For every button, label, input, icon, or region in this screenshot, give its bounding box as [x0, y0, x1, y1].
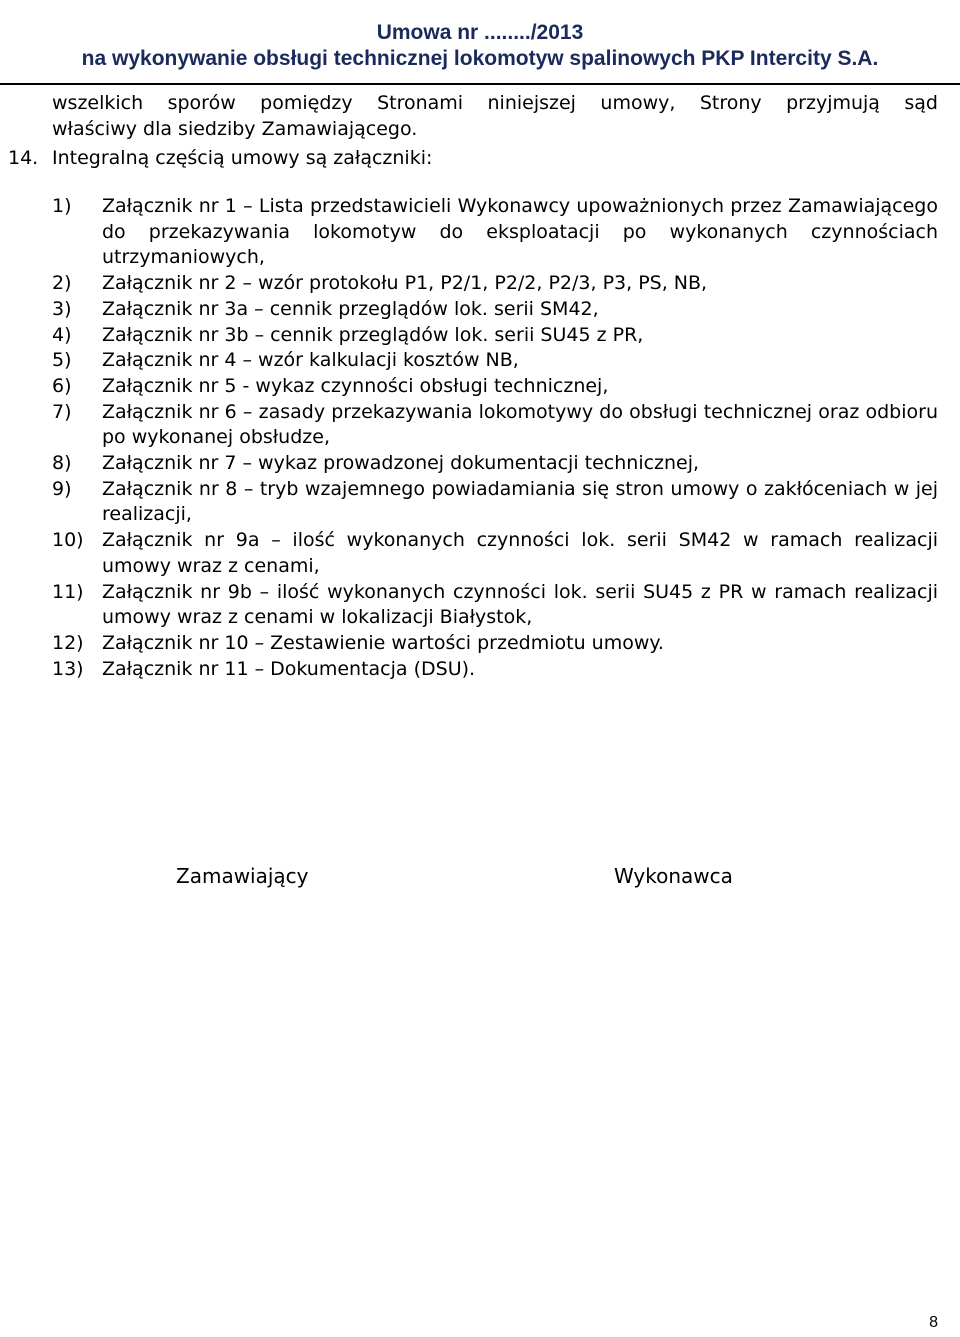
list-item: 11) Załącznik nr 9b – ilość wykonanych czynności lok. serii SU45 z PR w ramach realizacji umowy wraz z cenami w lokalizacji Białystok,	[52, 580, 938, 629]
list-item: 7) Załącznik nr 6 – zasady przekazywania lokomotywy do obsługi technicznej oraz odbioru po wykonanej obsłudze,	[52, 400, 938, 449]
intro-line-1	[52, 91, 938, 117]
signature-contractor: Wykonawca	[614, 864, 733, 888]
list-item: 3) Załącznik nr 3a – cennik przeglądów lok. serii SM42,	[52, 297, 599, 320]
list-item: 13) Załącznik nr 11 – Dokumentacja (DSU).	[52, 657, 476, 680]
intro-text-2: właściwy dla siedziby Zamawiającego.	[52, 118, 418, 140]
clause-14	[8, 146, 432, 172]
list-item: 1) Załącznik nr 1 – Lista przedstawicieli Wykonawcy upoważnionych przez Zamawiającego do przekazywania lokomotyw do eksploatacji po wykonanych czynnościach utrzymaniowych,	[52, 195, 938, 269]
list-item: 6) Załącznik nr 5 - wykaz czynności obsługi technicznej,	[52, 374, 609, 397]
page-header	[0, 0, 960, 82]
signature-ordering-party: Zamawiający	[176, 864, 309, 888]
attachments-list	[52, 194, 938, 682]
list-item: 4) Załącznik nr 3b – cennik przeglądów lok. serii SU45 z PR,	[52, 323, 644, 346]
contract-title: Umowa nr ......../2013	[376, 21, 584, 44]
page-number: 8	[929, 1314, 938, 1331]
contract-subtitle: na wykonywanie obsługi technicznej lokomotyw spalinowych PKP Intercity S.A.	[81, 47, 879, 70]
list-item: 8) Załącznik nr 7 – wykaz prowadzonej dokumentacji technicznej,	[52, 452, 700, 475]
list-item: 10) Załącznik nr 9a – ilość wykonanych czynności lok. serii SM42 w ramach realizacji umowy wraz z cenami,	[52, 529, 938, 577]
intro-text-1: wszelkich sporów pomiędzy Stronami niniejszej umowy, Strony przyjmują sąd	[52, 92, 938, 114]
intro-line-2	[52, 117, 938, 143]
clause-text: Integralną częścią umowy są załączniki:	[52, 147, 433, 169]
header-divider	[0, 83, 960, 85]
list-item: 5) Załącznik nr 4 – wzór kalkulacji kosztów NB,	[52, 349, 519, 372]
list-item: 2) Załącznik nr 2 – wzór protokołu P1, P2/1, P2/2, P2/3, P3, PS, NB,	[52, 272, 708, 295]
list-item: 9) Załącznik nr 8 – tryb wzajemnego powiadamiania się stron umowy o zakłóceniach w jej realizacji,	[52, 477, 938, 526]
clause-number: 14.	[8, 147, 39, 169]
list-item: 12) Załącznik nr 10 – Zestawienie wartości przedmiotu umowy.	[52, 631, 664, 654]
